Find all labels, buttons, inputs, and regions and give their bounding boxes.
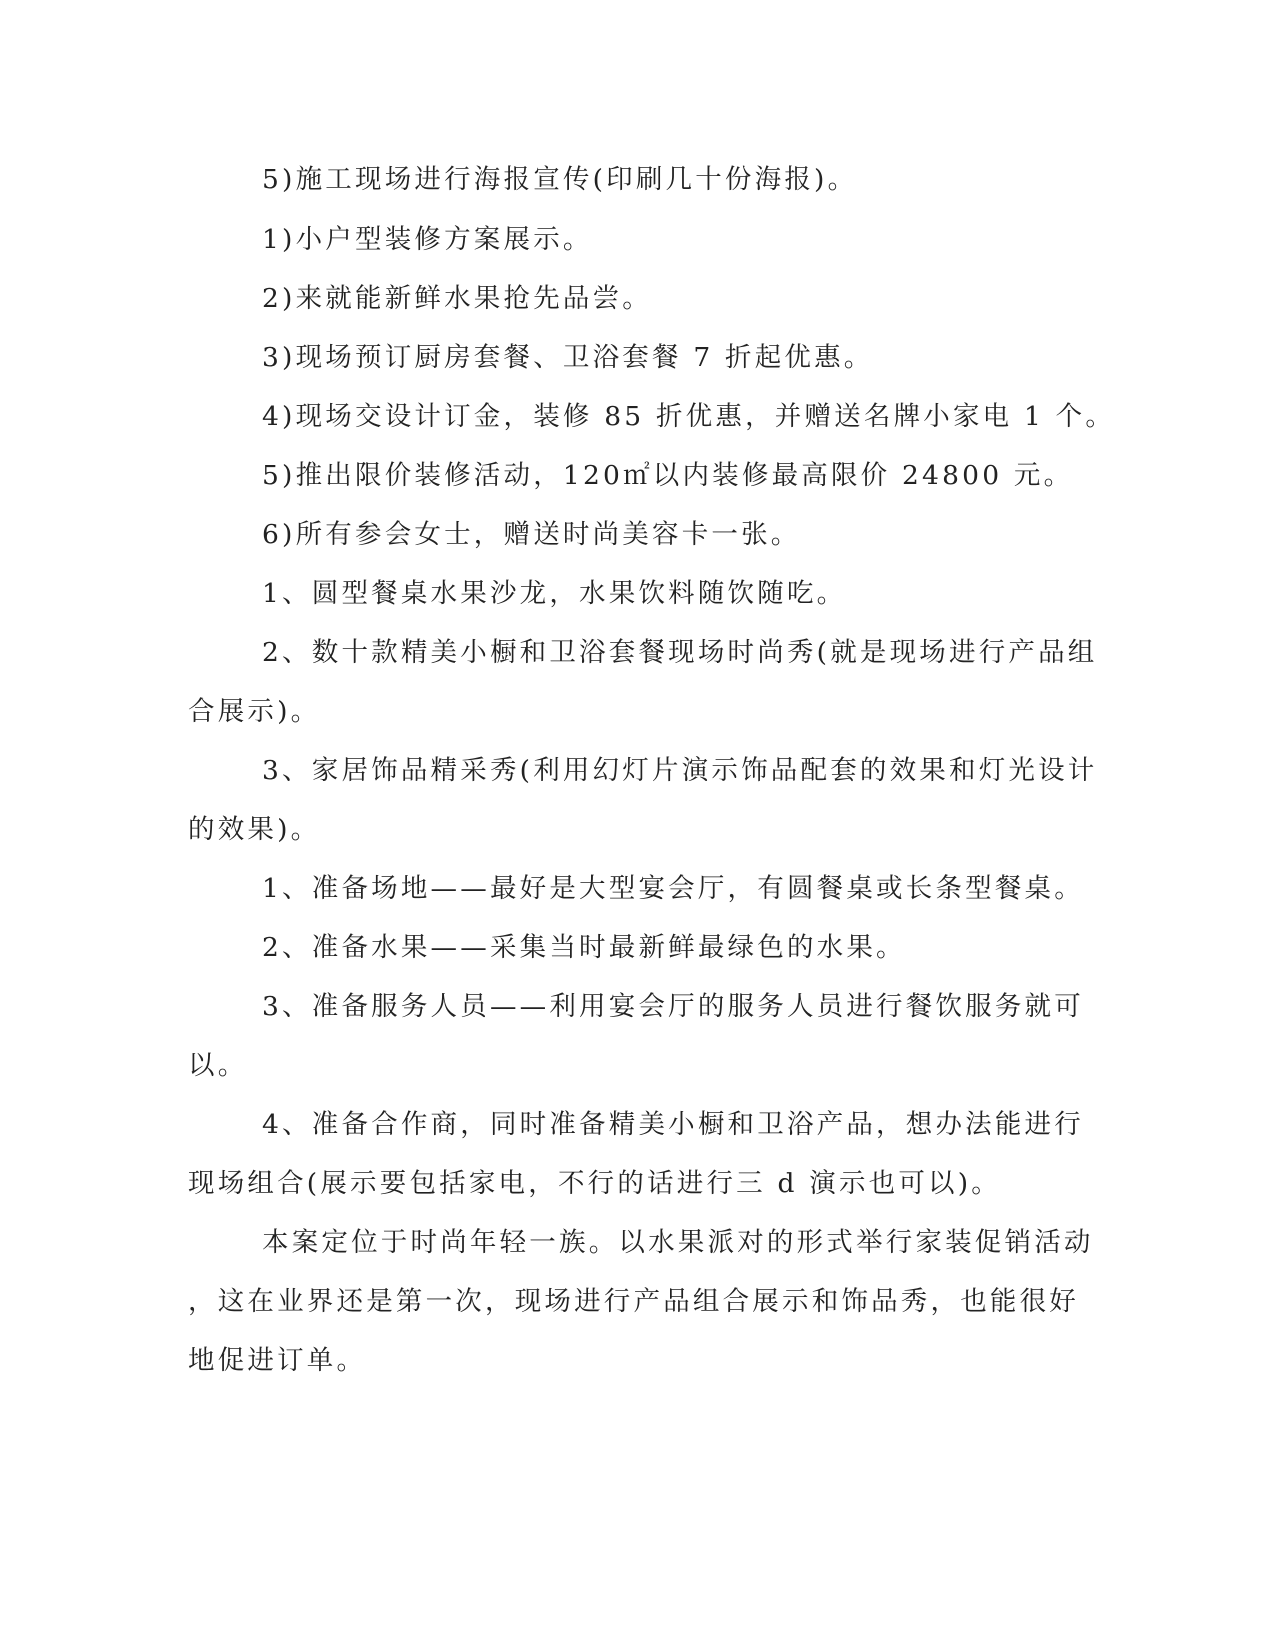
text-line: 以。: [188, 1050, 248, 1081]
text-line: 2、数十款精美小橱和卫浴套餐现场时尚秀(就是现场进行产品组: [262, 637, 1098, 668]
text-line: 5)推出限价装修活动，120㎡以内装修最高限价 24800 元。: [262, 460, 1074, 491]
text-line: 1、圆型餐桌水果沙龙，水果饮料随饮随吃。: [262, 578, 847, 609]
text-line: 的效果)。: [188, 814, 321, 845]
text-line: 合展示)。: [188, 696, 321, 727]
text-line: 4)现场交设计订金，装修 85 折优惠，并赠送名牌小家电 1 个。: [262, 401, 1116, 432]
text-line: 1)小户型装修方案展示。: [262, 224, 593, 255]
text-line: 现场组合(展示要包括家电，不行的话进行三 d 演示也可以)。: [188, 1168, 1001, 1199]
text-line: 1、准备场地——最好是大型宴会厅，有圆餐桌或长条型餐桌。: [262, 873, 1084, 904]
text-line: ，这在业界还是第一次，现场进行产品组合展示和饰品秀，也能很好: [188, 1286, 1079, 1317]
text-line: 2)来就能新鲜水果抢先品尝。: [262, 283, 652, 314]
text-line: 3)现场预订厨房套餐、卫浴套餐 7 折起优惠。: [262, 342, 874, 373]
text-line: 5)施工现场进行海报宣传(印刷几十份海报)。: [262, 164, 858, 195]
text-line: 6)所有参会女士，赠送时尚美容卡一张。: [262, 519, 801, 550]
text-line: 3、准备服务人员——利用宴会厅的服务人员进行餐饮服务就可: [262, 991, 1084, 1022]
text-line: 3、家居饰品精采秀(利用幻灯片演示饰品配套的效果和灯光设计: [262, 755, 1098, 786]
text-line: 地促进订单。: [188, 1345, 367, 1376]
text-line: 本案定位于时尚年轻一族。以水果派对的形式举行家装促销活动: [262, 1227, 1094, 1258]
text-line: 4、准备合作商，同时准备精美小橱和卫浴产品，想办法能进行: [262, 1109, 1084, 1140]
text-line: 2、准备水果——采集当时最新鲜最绿色的水果。: [262, 932, 906, 963]
